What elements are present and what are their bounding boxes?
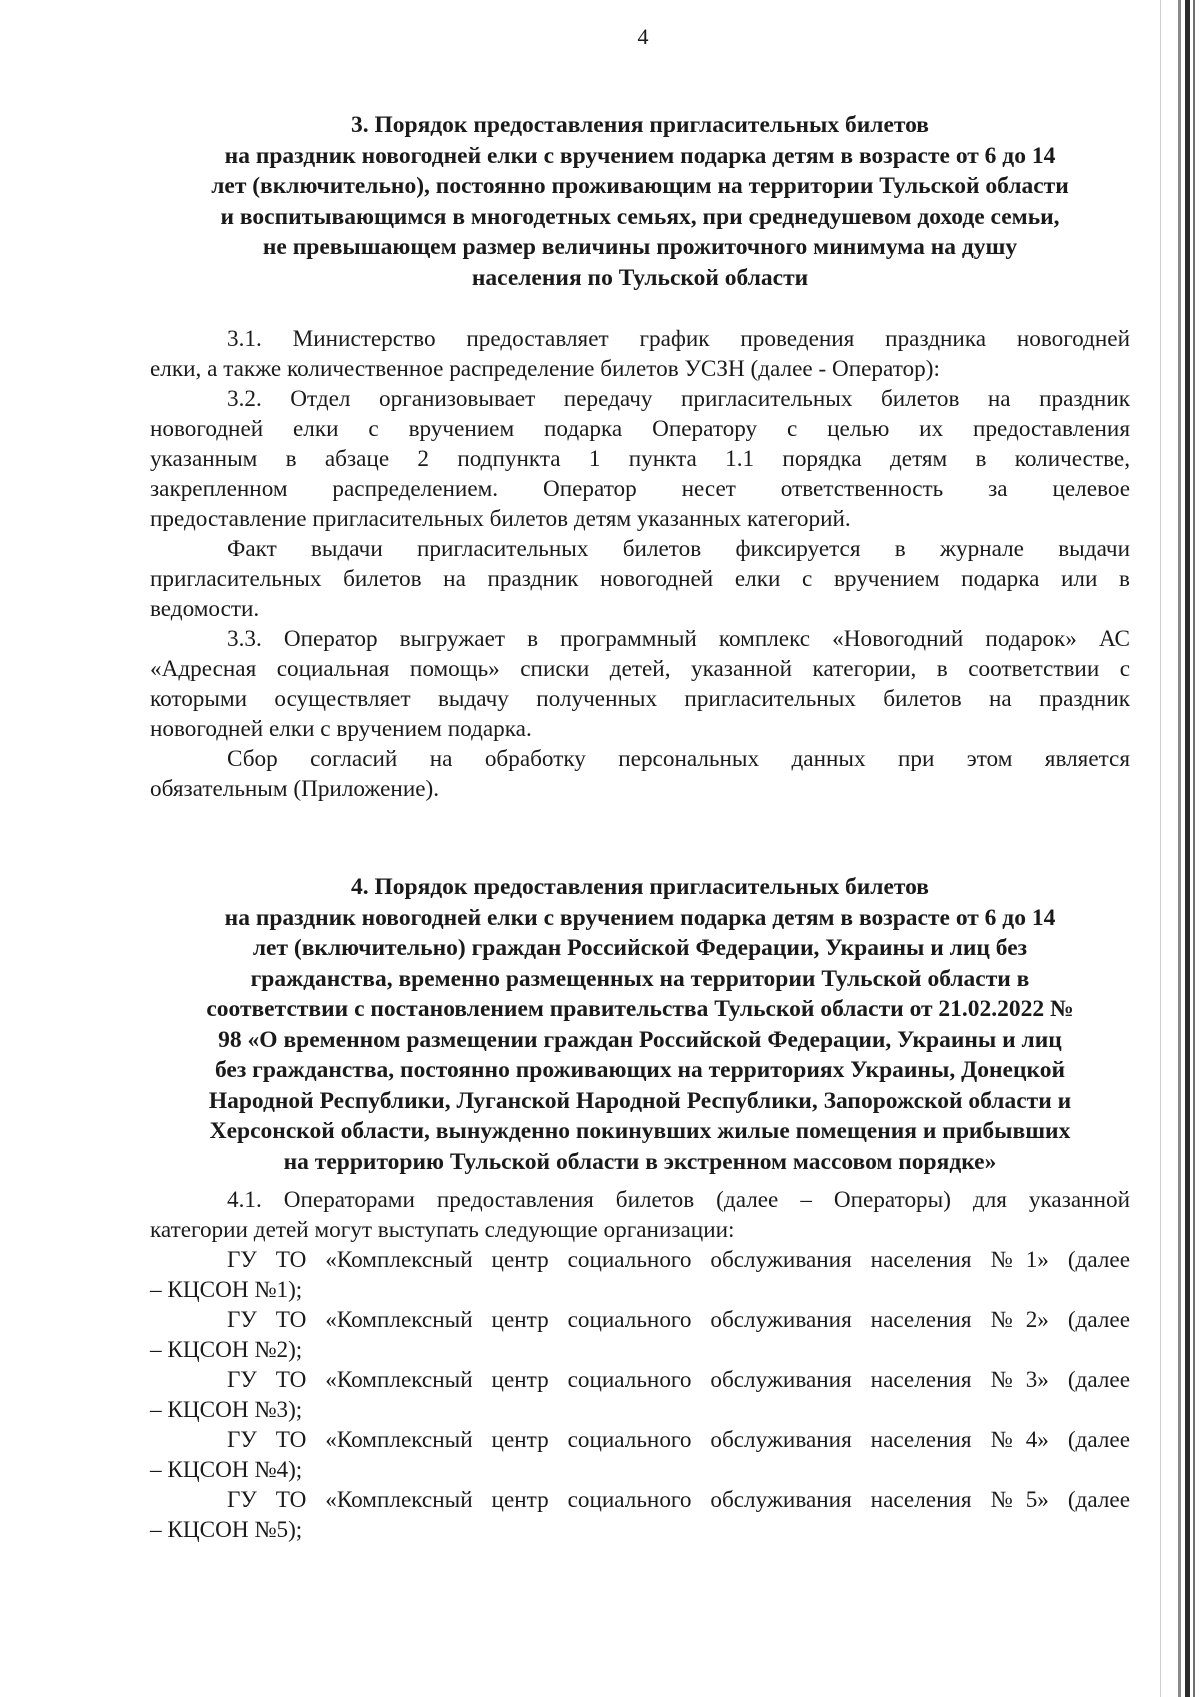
heading-line: Народной Республики, Луганской Народной Республики, Запорожской области и bbox=[208, 1087, 1072, 1114]
paragraph-line: елки, а также количественное распределение билетов УСЗН (далее - Оператор): bbox=[150, 356, 940, 382]
paragraph-line: Сбор согласий на обработку персональных данных при этом является bbox=[227, 746, 1130, 772]
heading-line: населения по Тульской области bbox=[471, 264, 809, 291]
paragraph-line: 4.1. Операторами предоставления билетов (далее – Операторы) для указанной bbox=[227, 1187, 1130, 1213]
heading-line: лет (включительно), постоянно проживающим на территории Тульской области bbox=[211, 173, 1069, 199]
paragraph-line: предоставление пригласительных билетов детям указанных категорий. bbox=[150, 506, 851, 532]
page-number: 4 bbox=[637, 24, 649, 49]
section-4-heading bbox=[150, 872, 1130, 1177]
paragraph-line: новогодней елки с вручением подарка Оператору с целью их предоставления bbox=[150, 416, 1130, 442]
paragraph-4-1 bbox=[150, 1185, 1130, 1245]
heading-line: без гражданства, постоянно проживающих на территориях Украины, Донецкой bbox=[214, 1057, 1066, 1083]
kcson-2-item bbox=[150, 1305, 1130, 1365]
section-4-body bbox=[150, 1185, 1130, 1545]
heading-line: на праздник новогодней елки с вручением подарка детям в возрасте от 6 до 14 bbox=[224, 904, 1056, 931]
paragraph-line: – КЦСОН №1); bbox=[150, 1277, 303, 1303]
scan-edge-line bbox=[1178, 0, 1181, 1697]
paragraph-3-2-fact bbox=[150, 534, 1130, 624]
heading-line: соответствии с постановлением правительства Тульской области от 21.02.2022 № bbox=[206, 996, 1074, 1022]
paragraph-line: 3.3. Оператор выгружает в программный комплекс «Новогодний подарок» АС bbox=[227, 626, 1130, 652]
heading-line: на праздник новогодней елки с вручением подарка детям в возрасте от 6 до 14 bbox=[224, 142, 1056, 169]
paragraph-line: – КЦСОН №5); bbox=[150, 1517, 303, 1543]
heading-line: лет (включительно) граждан Российской Федерации, Украины и лиц без bbox=[252, 935, 1028, 961]
scan-edge-line bbox=[1185, 0, 1190, 1697]
scan-edge-line bbox=[1160, 0, 1161, 1697]
paragraph-line: ГУ ТО «Комплексный центр социального обслуживания населения №1» (далее bbox=[227, 1247, 1130, 1273]
paragraph-line: ГУ ТО «Комплексный центр социального обслуживания населения №3» (далее bbox=[227, 1367, 1130, 1393]
heading-line: 3. Порядок предоставления пригласительных билетов bbox=[350, 112, 930, 138]
paragraph-3-3 bbox=[150, 624, 1130, 744]
kcson-4-item bbox=[150, 1425, 1130, 1485]
section-3-heading bbox=[150, 110, 1130, 293]
paragraph-line: 3.1. Министерство предоставляет график проведения праздника новогодней bbox=[227, 326, 1130, 352]
paragraph-3-2 bbox=[150, 384, 1130, 534]
paragraph-line: категории детей могут выступать следующие организации: bbox=[150, 1217, 735, 1243]
paragraph-line: «Адресная социальная помощь» списки детей, указанной категории, в соответствии с bbox=[150, 656, 1130, 682]
paragraph-line: – КЦСОН №2); bbox=[150, 1337, 303, 1363]
kcson-1-item bbox=[150, 1245, 1130, 1305]
paragraph-line: указанным в абзаце 2 подпункта 1 пункта 1.1 порядка детям в количестве, bbox=[150, 446, 1130, 472]
paragraph-3-3-consent bbox=[150, 744, 1130, 804]
paragraph-line: – КЦСОН №3); bbox=[150, 1397, 303, 1423]
heading-line: и воспитывающимся в многодетных семьях, при среднедушевом доходе семьи, bbox=[220, 203, 1060, 230]
heading-line: на территорию Тульской области в экстренном массовом порядке» bbox=[283, 1148, 997, 1175]
heading-line: 4. Порядок предоставления пригласительных билетов bbox=[350, 874, 930, 900]
paragraph-line: новогодней елки с вручением подарка. bbox=[150, 716, 532, 742]
paragraph-line: которыми осуществляет выдачу полученных пригласительных билетов на праздник bbox=[150, 686, 1130, 712]
paragraph-line: ГУ ТО «Комплексный центр социального обслуживания населения №5» (далее bbox=[227, 1487, 1130, 1513]
paragraph-line: обязательным (Приложение). bbox=[150, 776, 440, 802]
paragraph-3-1 bbox=[150, 324, 1130, 384]
heading-line: не превышающем размер величины прожиточного минимума на душу bbox=[262, 234, 1018, 260]
paragraph-line: ГУ ТО «Комплексный центр социального обслуживания населения №4» (далее bbox=[227, 1427, 1130, 1453]
heading-line: Херсонской области, вынужденно покинувших жилые помещения и прибывших bbox=[209, 1118, 1071, 1144]
scan-edge-line bbox=[1193, 0, 1195, 1697]
paragraph-line: 3.2. Отдел организовывает передачу пригласительных билетов на праздник bbox=[227, 386, 1130, 412]
paragraph-line: ведомости. bbox=[150, 596, 260, 622]
scan-edge bbox=[1140, 0, 1200, 1697]
paragraph-line: – КЦСОН №4); bbox=[150, 1457, 303, 1483]
heading-line: 98 «О временном размещении граждан Российской Федерации, Украины и лиц bbox=[218, 1026, 1062, 1053]
section-3-body bbox=[150, 324, 1130, 804]
heading-line: гражданства, временно размещенных на территории Тульской области в bbox=[250, 965, 1030, 992]
paragraph-line: Факт выдачи пригласительных билетов фиксируется в журнале выдачи bbox=[227, 536, 1130, 562]
kcson-3-item bbox=[150, 1365, 1130, 1425]
paragraph-line: закрепленном распределением. Оператор несет ответственность за целевое bbox=[150, 476, 1130, 502]
paragraph-line: пригласительных билетов на праздник новогодней елки с вручением подарка или в bbox=[150, 566, 1130, 592]
paragraph-line: ГУ ТО «Комплексный центр социального обслуживания населения №2» (далее bbox=[227, 1307, 1130, 1333]
kcson-5-item bbox=[150, 1485, 1130, 1545]
